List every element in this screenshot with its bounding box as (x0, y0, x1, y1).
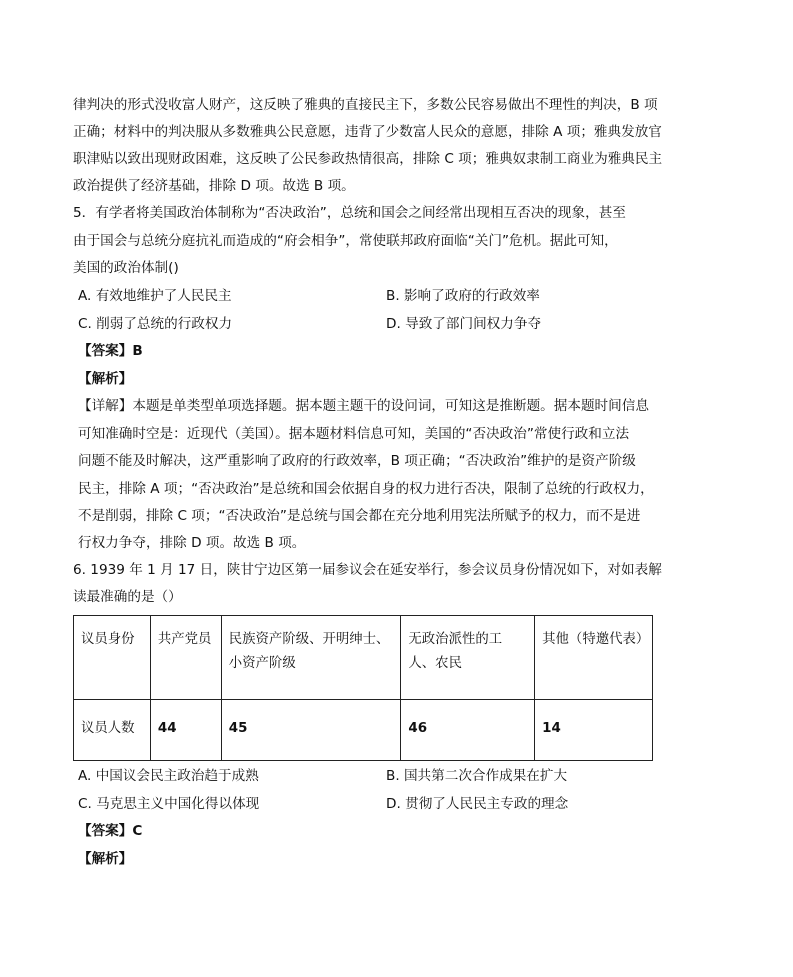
q6-stem-line-1: 6. 1939 年 1 月 17 日，陕甘宁边区第一届参议会在延安举行，参会议员身份情况如下，对如表解 (73, 562, 662, 578)
delegate-identity-table (73, 615, 653, 761)
intro-line-3: 职津贴以致出现财政困难，这反映了公民参政热情很高，排除 C 项；雅典奴隶制工商业为雅典民主 (73, 151, 663, 167)
table-cell (150, 616, 221, 700)
q6-stem-line-2: 读最准确的是（） (73, 589, 182, 605)
table-cell (535, 616, 653, 700)
q5-detail-line-1: 【详解】本题是单类型单项选择题。据本题主题干的设问词，可知这是推断题。据本题时间信息 (78, 398, 649, 414)
table-cell (150, 700, 221, 761)
table-cell (401, 700, 535, 761)
q6-option-c: C. 马克思主义中国化得以体现 (78, 796, 260, 812)
header-other: 其他（特邀代表） (542, 632, 650, 647)
table-cell (221, 616, 401, 700)
header-identity: 议员身份 (81, 632, 135, 647)
count-communist: 44 (157, 721, 177, 736)
header-communist: 共产党员 (157, 632, 212, 647)
q5-stem-line-2: 由于国会与总统分庭抗礼而造成的“府会相争”，常使联邦政府面临“关门”危机。据此可知， (73, 233, 618, 249)
intro-line-4: 政治提供了经济基础，排除 D 项。故选 B 项。 (73, 178, 355, 194)
table-cell (401, 616, 535, 700)
table-header-row (74, 616, 653, 700)
q6-option-b: B. 国共第二次合作成果在扩大 (386, 768, 568, 784)
intro-line-1: 律判决的形式没收富人财产，这反映了雅典的直接民主下，多数公民容易做出不理性的判决，B 项 (73, 97, 658, 113)
q6-analysis-label: 【解析】 (78, 851, 133, 867)
q6-option-d: D. 贯彻了人民民主专政的理念 (386, 796, 569, 812)
table-cell (74, 616, 151, 700)
intro-line-2: 正确；材料中的判决服从多数雅典公民意愿，违背了少数富人民众的意愿，排除 A 项；雅典发放官 (73, 124, 662, 140)
table-cell (535, 700, 653, 761)
q5-option-a: A. 有效地维护了人民民主 (78, 288, 232, 304)
q5-detail-line-2: 可知准确时空是：近现代（美国）。据本题材料信息可知，美国的“否决政治”常使行政和立法 (78, 426, 630, 442)
q5-detail-line-6: 行权力争夺，排除 D 项。故选 B 项。 (78, 535, 306, 551)
q5-stem-line-1: 5．有学者将美国政治体制称为“否决政治”，总统和国会之间经常出现相互否决的现象，甚至 (73, 205, 626, 221)
q5-analysis-label: 【解析】 (78, 371, 133, 387)
count-other: 14 (542, 721, 561, 736)
header-bourgeoisie: 民族资产阶级、开明绅士、小资产阶级 (228, 632, 390, 671)
header-workers-peasants: 无政治派性的工人、农民 (408, 632, 503, 671)
q5-detail-line-3: 问题不能及时解决，这严重影响了政府的行政效率，B 项正确；“否决政治”维护的是资产阶级 (78, 453, 636, 469)
table-cell (221, 700, 401, 761)
table-cell (74, 700, 151, 761)
q5-option-b: B. 影响了政府的行政效率 (386, 288, 540, 304)
q6-option-a: A. 中国议会民主政治趋于成熟 (78, 768, 259, 784)
q5-detail-line-4: 民主，排除 A 项；“否决政治”是总统和国会依据自身的权力进行否决，限制了总统的行政权力， (78, 481, 654, 497)
q5-stem-line-3: 美国的政治体制() (73, 260, 179, 276)
count-bourgeoisie: 45 (228, 721, 248, 736)
q5-detail-line-5: 不是削弱，排除 C 项；“否决政治”是总统与国会都在充分地利用宪法所赋予的权力，而不是进 (78, 508, 641, 524)
row-label-count: 议员人数 (81, 721, 135, 736)
q5-option-d: D. 导致了部门间权力争夺 (386, 316, 542, 332)
table-row (74, 700, 653, 761)
q6-answer: 【答案】C (78, 823, 143, 839)
count-workers-peasants: 46 (408, 721, 428, 736)
q5-option-c: C. 削弱了总统的行政权力 (78, 316, 233, 332)
q5-answer: 【答案】B (78, 343, 143, 359)
